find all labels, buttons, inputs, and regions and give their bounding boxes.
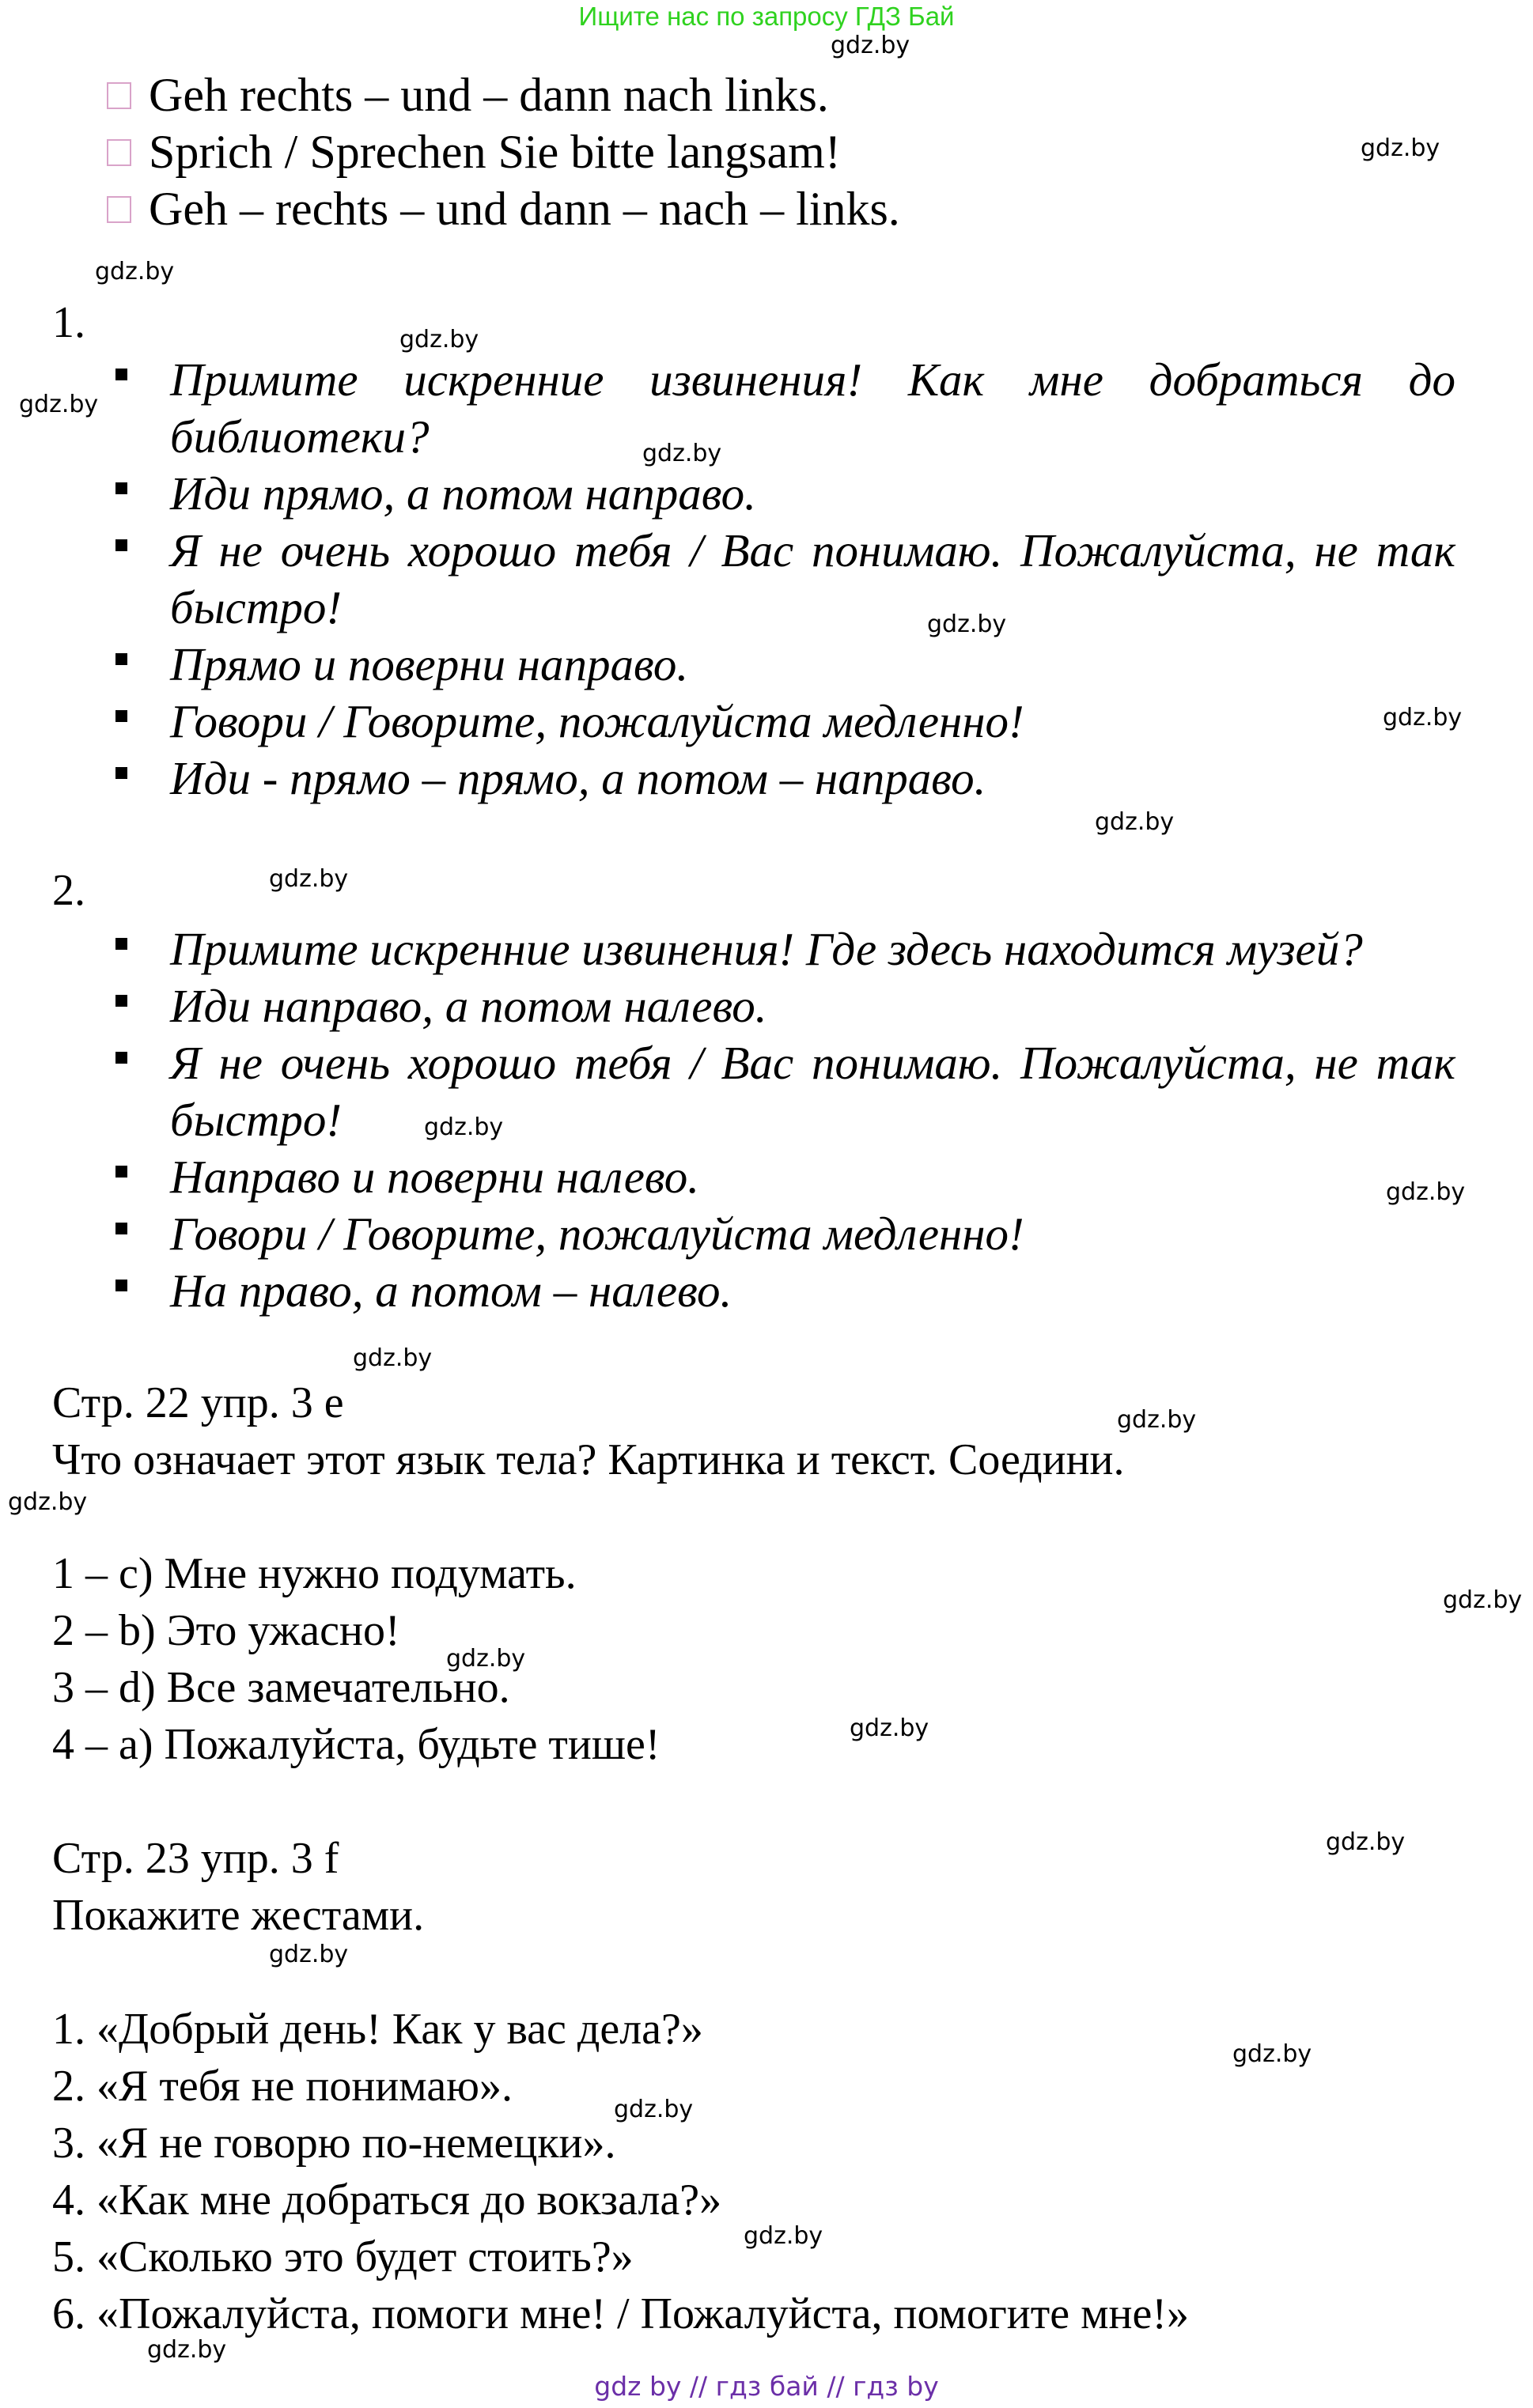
german-phrase: Sprich / Sprechen Sie bitte langsam! — [107, 123, 841, 180]
exercise-heading: Стр. 22 упр. 3 е — [52, 1378, 344, 1427]
watermark: gdz.by — [1383, 704, 1463, 731]
watermark: gdz.by — [147, 2336, 227, 2364]
section-number: 1. — [52, 298, 85, 347]
exercise-task: Покажите жестами. — [52, 1891, 425, 1940]
list-item: Говори / Говорите, пожалуйста медленно! — [170, 1208, 1024, 1260]
square-bullet-icon — [115, 995, 127, 1007]
watermark: gdz.by — [8, 1488, 88, 1516]
top-banner-link[interactable]: Ищите нас по запросу ГДЗ Бай — [578, 2, 955, 31]
square-bullet-icon — [115, 482, 127, 494]
square-bullet-icon — [115, 710, 127, 722]
watermark: gdz.by — [269, 1941, 349, 1968]
watermark: gdz.by — [1386, 1178, 1466, 1206]
watermark: gdz.by — [614, 2096, 694, 2123]
checkbox-icon — [107, 196, 131, 223]
square-bullet-icon — [115, 539, 127, 551]
list-item: Иди - прямо – прямо, а потом – направо. — [170, 752, 986, 804]
answer-line: 4. «Как мне добраться до вокзала?» — [52, 2176, 722, 2225]
answer-line: 1 – c) Мне нужно подумать. — [52, 1549, 577, 1598]
watermark: gdz.by — [269, 865, 349, 893]
list-item: быстро! — [170, 1094, 343, 1146]
square-bullet-icon — [115, 1223, 127, 1234]
watermark: gdz.by — [19, 391, 99, 418]
list-item: библиотеки? — [170, 410, 430, 463]
watermark: gdz.by — [95, 258, 175, 285]
footer-links[interactable]: gdz by // гдз бай // гдз by — [594, 2371, 939, 2402]
german-phrase: Geh – rechts – und dann – nach – links. — [107, 180, 900, 237]
square-bullet-icon — [115, 369, 127, 380]
square-bullet-icon — [115, 938, 127, 950]
exercise-task: Что означает этот язык тела? Картинка и текст. Соедини. — [52, 1435, 1125, 1484]
answer-line: 6. «Пожалуйста, помоги мне! / Пожалуйста, помогите мне!» — [52, 2289, 1189, 2338]
watermark: gdz.by — [1326, 1828, 1406, 1856]
answer-line: 2 – b) Это ужасно! — [52, 1606, 400, 1655]
watermark: gdz.by — [1117, 1406, 1197, 1434]
list-item: Иди направо, а потом налево. — [170, 980, 767, 1032]
list-item: Я не очень хорошо тебя / Вас понимаю. Пожалуйста, не так — [170, 524, 1455, 576]
watermark: gdz.by — [353, 1344, 433, 1372]
section-number: 2. — [52, 866, 85, 915]
list-item: Говори / Говорите, пожалуйста медленно! — [170, 695, 1024, 747]
watermark: gdz.by — [399, 326, 479, 353]
square-bullet-icon — [115, 1280, 127, 1291]
watermark: gdz.by — [424, 1113, 504, 1141]
list-item: быстро! — [170, 581, 343, 633]
answer-line: 3 – d) Все замечательно. — [52, 1663, 510, 1712]
list-item: На право, а потом – налево. — [170, 1264, 732, 1317]
answer-line: 3. «Я не говорю по-немецки». — [52, 2119, 616, 2168]
list-item: Иди прямо, а потом направо. — [170, 467, 756, 520]
watermark: gdz.by — [642, 440, 722, 467]
list-item: Примите искренние извинения! Где здесь находится музей? — [170, 923, 1363, 975]
watermark: gdz.by — [744, 2222, 823, 2250]
square-bullet-icon — [115, 1166, 127, 1178]
watermark: gdz.by — [831, 32, 910, 59]
list-item: Прямо и поверни направо. — [170, 638, 689, 690]
answer-line: 2. «Я тебя не понимаю». — [52, 2062, 513, 2111]
answer-line: 5. «Сколько это будет стоить?» — [52, 2232, 634, 2281]
watermark: gdz.by — [850, 1714, 929, 1742]
square-bullet-icon — [115, 653, 127, 665]
watermark: gdz.by — [1232, 2040, 1312, 2068]
answer-line: 4 – a) Пожалуйста, будьте тише! — [52, 1720, 661, 1769]
exercise-heading: Стр. 23 упр. 3 f — [52, 1834, 339, 1883]
checkbox-icon — [107, 139, 131, 166]
german-phrase: Geh rechts – und – dann nach links. — [107, 66, 829, 123]
list-item: Направо и поверни налево. — [170, 1151, 699, 1203]
watermark: gdz.by — [446, 1645, 526, 1673]
watermark: gdz.by — [1361, 134, 1440, 162]
watermark: gdz.by — [927, 611, 1007, 638]
watermark: gdz.by — [1095, 808, 1175, 836]
list-item: Примите искренние извинения! Как мне добраться до — [170, 353, 1455, 406]
list-item: Я не очень хорошо тебя / Вас понимаю. Пожалуйста, не так — [170, 1037, 1455, 1089]
watermark: gdz.by — [1443, 1586, 1523, 1614]
square-bullet-icon — [115, 767, 127, 779]
answer-line: 1. «Добрый день! Как у вас дела?» — [52, 2005, 703, 2054]
checkbox-icon — [107, 82, 131, 109]
square-bullet-icon — [115, 1052, 127, 1064]
